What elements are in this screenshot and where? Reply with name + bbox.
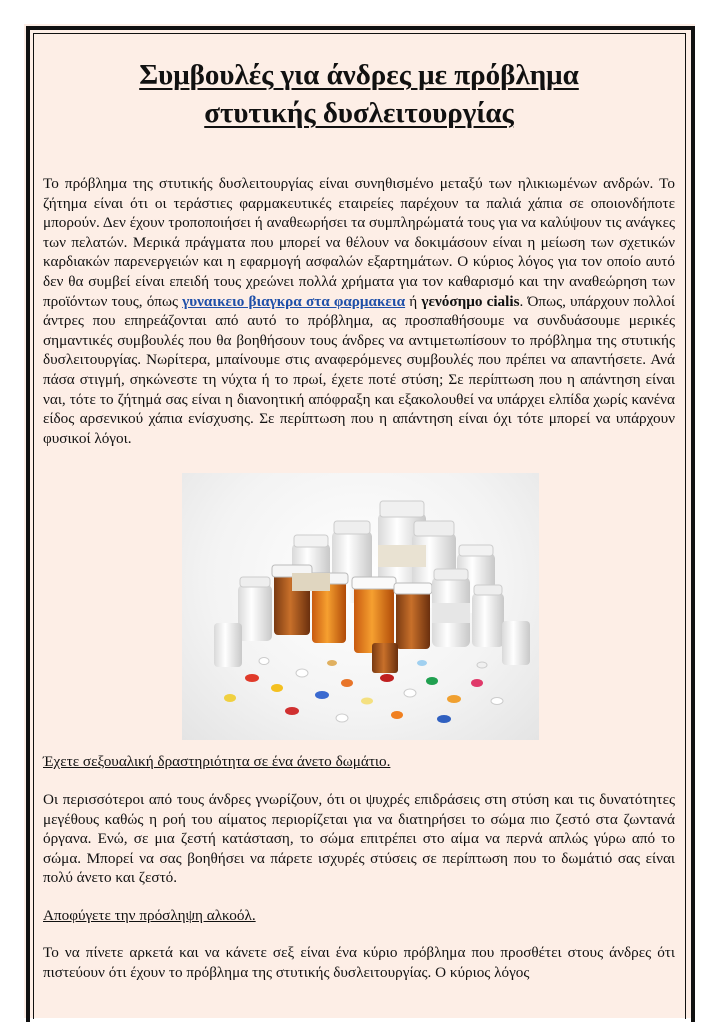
pills-photo: [182, 473, 539, 740]
document-content: [43, 56, 675, 983]
page-title: [43, 56, 675, 132]
intro-bold-term: γενόσημο cialis: [421, 292, 520, 310]
title-line-2: στυτικής δυσλειτουργίας: [204, 97, 514, 129]
intro-text-1: Το πρόβλημα της στυτικής δυσλειτουργίας είναι συνηθισμένο μεταξύ των ηλικιωμένων ανδρών. Το ζήτημα είναι ότι οι τεράστιες φαρμακευτικές εταιρείες παρέχουν τα παλιά χάπια σε οποιονδήποτε μπορούν. Δεν έχουν τροποποιήσει ή αναθεωρήσει τα συμπληρώματά τους για να καλύψουν τις ανάγκες των πελατών. Μερικά πράγματα που μπορεί να θέλουν να δοκιμάσουν είναι η μείωση των σχετικών καρδιακών παρενεργειών και η εφαρμογή ασφαλών εξαρτημάτων. Ο κύριος λόγος για τον οποίο αυτό δεν θα συμβεί είναι επειδή τους χρεώνει πολλά χρήματα για τον καθαρισμό και την αναθεώρηση των προϊόντων τους, όπως: [43, 175, 675, 310]
intro-connector: ή: [405, 292, 422, 310]
title-line-1: Συμβουλές για άνδρες με πρόβλημα: [139, 59, 579, 91]
section1-heading: Έχετε σεξουαλική δραστηριότητα σε ένα άνετο δωμάτιο.: [43, 753, 391, 771]
section1-paragraph: Οι περισσότεροι από τους άνδρες γνωρίζουν, ότι οι ψυχρές επιδράσεις στη στύση και τις δυνατότητες μεγέθους καθώς η ροή του αίματος περιορίζεται για να διατηρήσει το σώμα πιο ζεστό στα ζωντανά όργανα. Ενώ, σε μια ζεστή κατάσταση, το σώμα επιτρέπει στο αίμα να περνά απλώς γύρω από το σώμα. Μπορεί να σας βοηθήσει να πάρετε ισχυρές στύσεις σε περίπτωση που το δωμάτιό σας είναι πολύ άνετο και ζεστό.: [43, 790, 675, 887]
viagra-link[interactable]: γυναικειο βιαγκρα στα φαρμακεια: [182, 292, 406, 310]
section2-heading: Αποφύγετε την πρόσληψη αλκοόλ.: [43, 906, 256, 924]
intro-text-2: . Όπως, υπάρχουν πολλοί άντρες που επηρεάζονται από αυτό το πρόβλημα, ας προσπαθήσουμε να συνδυάσουμε μερικές σημαντικές συμβουλές που θα βοηθήσουν τους άνδρες να αντιμετωπίσουν το πρόβλημα της στυτικής δυσλειτουργίας. Νωρίτερα, μπαίνουμε στις αναφερόμενες συμβουλές που πρέπει να απαντήσετε. Ανά πάσα στιγμή, σηκώνεστε τη νύχτα ή το πρωί, έχετε ποτέ στύση; Σε περίπτωση που η απάντηση είναι ναι, τότε το ζήτημά σας είναι η διανοητική απόφραξη και εξακολουθεί να υπάρχει ελπίδα χωρίς κανένα είδος αρσενικού χάπια ενίσχυσης. Σε περίπτωση που η απάντηση είναι όχι τότε μπορεί να υπάρχουν φυσικοί λόγοι.: [43, 292, 675, 447]
section2-paragraph: Το να πίνετε αρκετά και να κάνετε σεξ είναι ένα κύριο πρόβλημα που προσθέτει στους άνδρες ότι πιστεύουν ότι έχουν το πρόβλημα της στυτικής δυσλειτουργίας. Ο κύριος λόγος: [43, 944, 675, 982]
pill-bottles-image: [182, 473, 539, 740]
intro-paragraph: [43, 174, 675, 448]
